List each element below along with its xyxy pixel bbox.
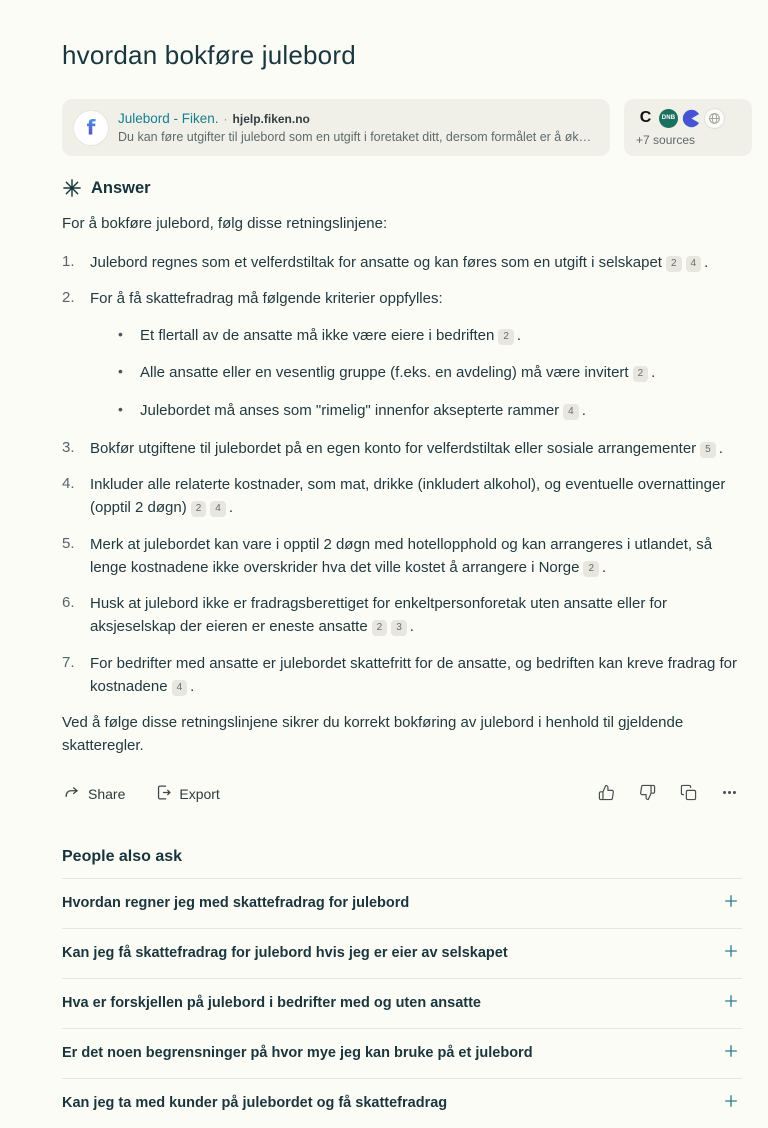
export-icon bbox=[155, 784, 172, 804]
ellipsis-icon bbox=[721, 784, 738, 804]
people-also-ask-heading: People also ask bbox=[62, 847, 183, 865]
source-domain[interactable]: hjelp.fiken.no bbox=[232, 112, 310, 126]
thumbs-up-icon bbox=[598, 784, 615, 804]
citation-badge[interactable]: 2 bbox=[666, 256, 682, 272]
answer-sublist-item: • Julebordet må anses som "rimelig" innenfor aksepterte rammer 4 . bbox=[118, 400, 586, 419]
dnb-favicon: DNB bbox=[659, 109, 678, 128]
answer-sublist-item: • Alle ansatte eller en vesentlig gruppe (f.eks. en avdeling) må være invitert 2 . bbox=[118, 363, 656, 382]
citation-badge[interactable]: 2 bbox=[498, 329, 514, 345]
copy-icon bbox=[680, 784, 697, 804]
svg-text:f: f bbox=[86, 116, 96, 139]
thumbs-down-icon bbox=[639, 784, 656, 804]
citation-badge[interactable]: 4 bbox=[563, 404, 579, 420]
export-button[interactable]: Export bbox=[153, 780, 221, 808]
answer-list-item: 3. Bokfør utgiftene til julebordet på en egen konto for velferdstiltak eller sosiale arrangementer 5 . bbox=[62, 438, 723, 457]
citation-badge[interactable]: 3 bbox=[391, 620, 407, 636]
source-separator: · bbox=[223, 112, 228, 126]
citation-badge[interactable]: 5 bbox=[700, 442, 716, 458]
people-also-ask-section bbox=[62, 848, 742, 1128]
answer-closing: Ved å følge disse retningslinjene sikrer du korrekt bokføring av julebord i henhold til gjeldende skatteregler. bbox=[62, 714, 684, 755]
answer-asterisk-icon bbox=[62, 178, 82, 198]
answer-header bbox=[62, 178, 742, 198]
thumbs-up-button[interactable] bbox=[594, 780, 619, 808]
citation-badge[interactable]: 4 bbox=[172, 680, 188, 696]
c-site-favicon: C bbox=[639, 109, 652, 126]
sources-summary-card[interactable] bbox=[624, 99, 752, 156]
citation-badge[interactable]: 2 bbox=[633, 366, 649, 382]
thumbs-down-button[interactable] bbox=[635, 780, 660, 808]
share-button[interactable]: Share bbox=[62, 780, 127, 808]
answer-list-item: 7. For bedrifter med ansatte er julebordet skattefritt for de ansatte, og bedriften kan kreve fradrag for kostnadene 4 . bbox=[62, 653, 738, 695]
answer-label: Answer bbox=[91, 178, 151, 197]
answer-list-item: 6. Husk at julebord ikke er fradragsberettiget for enkeltpersonforetak uten ansatte eller for aksjeselskap der eieren er eneste ansatte 2 3 . bbox=[62, 594, 667, 636]
answer-sublist-item: • Et flertall av de ansatte må ikke være eiere i bedriften 2 . bbox=[118, 326, 522, 344]
more-options-button[interactable] bbox=[717, 780, 742, 808]
blue-pacman-favicon bbox=[682, 109, 701, 128]
source-card[interactable] bbox=[62, 99, 610, 156]
expand-plus-icon[interactable] bbox=[722, 942, 740, 965]
share-icon bbox=[64, 784, 81, 804]
citation-badge[interactable]: 4 bbox=[686, 256, 702, 272]
answer-list-item: 1. Julebord regnes som et velferdstiltak for ansatte og kan føres som en utgift i selskapet 2 4 . bbox=[62, 252, 709, 271]
expand-plus-icon[interactable] bbox=[722, 1042, 740, 1065]
source-snippet: Du kan føre utgifter til julebord som en utgift i foretaket ditt, dersom formålet er å øke… bbox=[118, 130, 598, 144]
answer-list-item: 4. Inkluder alle relaterte kostnader, som mat, drikke (inkludert alkohol), og eventuelle overnattinger (opptil 2 døgn) 2 4 . bbox=[62, 475, 726, 517]
answer-intro: For å bokføre julebord, følg disse retningslinjene: bbox=[62, 215, 388, 232]
sources-row bbox=[62, 99, 742, 156]
answer-toolbar bbox=[62, 780, 742, 808]
expand-plus-icon[interactable] bbox=[722, 992, 740, 1015]
answer-list-item: 5. Merk at julebordet kan vare i opptil 2 døgn med hotellopphold og kan arrangeres i utlandet, så lenge kostnadene ikke overskrider hva det ville kostet å arrangere i Norge 2 . bbox=[62, 534, 713, 576]
answer-list bbox=[62, 251, 742, 699]
copy-button[interactable] bbox=[676, 780, 701, 808]
expand-plus-icon[interactable] bbox=[722, 1092, 740, 1115]
related-question-row[interactable]: Hvordan regner jeg med skattefradrag for julebord bbox=[62, 878, 742, 928]
globe-icon bbox=[705, 109, 724, 128]
related-question-row[interactable]: Kan jeg få skattefradrag for julebord hvis jeg er eier av selskapet bbox=[62, 928, 742, 978]
answer-sublist bbox=[90, 324, 655, 422]
citation-badge[interactable]: 2 bbox=[191, 501, 207, 517]
citation-badge[interactable]: 4 bbox=[210, 501, 226, 517]
related-question-row[interactable]: Er det noen begrensninger på hvor mye jeg kan bruke på et julebord bbox=[62, 1028, 742, 1078]
citation-badge[interactable]: 2 bbox=[372, 620, 388, 636]
page-title: hvordan bokføre julebord bbox=[62, 40, 356, 70]
fiken-favicon bbox=[74, 111, 108, 145]
source-title[interactable]: Julebord - Fiken. bbox=[118, 111, 219, 126]
related-question-row[interactable]: Kan jeg ta med kunder på julebordet og få skattefradrag bbox=[62, 1078, 742, 1128]
expand-plus-icon[interactable] bbox=[722, 892, 740, 915]
related-question-row[interactable]: Hva er forskjellen på julebord i bedrifter med og uten ansatte bbox=[62, 978, 742, 1028]
citation-badge[interactable]: 2 bbox=[583, 561, 599, 577]
more-sources-count: +7 sources bbox=[636, 133, 696, 147]
answer-list-item: 2. For å få skattefradrag må følgende kriterier oppfylles: • Et flertall av de ansatte må ikke være eiere i bedriften 2 . • Alle ansatte eller en vesentlig gruppe (f.eks. en avdeling) må være invitert 2 . • Julebordet må anses som "rimelig" innenfor aksepterte rammer 4 . bbox=[62, 287, 742, 424]
